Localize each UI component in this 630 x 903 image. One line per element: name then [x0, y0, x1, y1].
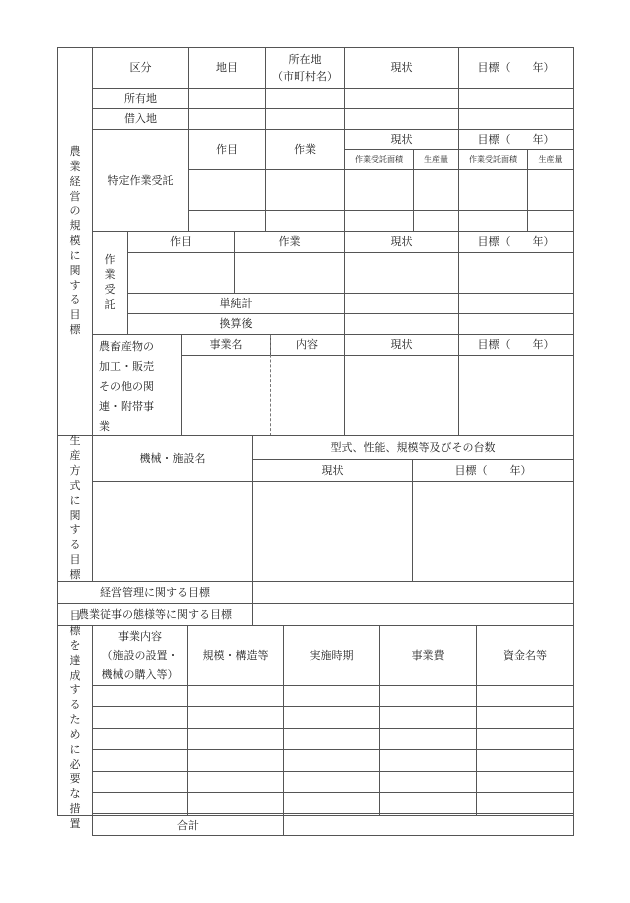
specific-work-cell[interactable] — [265, 169, 345, 211]
header-target-label: 目標（ 年） — [477, 61, 555, 75]
measures-cell[interactable] — [379, 771, 477, 793]
measures-content-header — [92, 625, 188, 686]
measures-cell[interactable] — [187, 728, 284, 750]
production-target-label: 目標（ 年） — [454, 463, 532, 477]
total-label: 合計 — [177, 818, 199, 832]
simple-total-current-cell[interactable] — [344, 293, 459, 314]
header-location — [265, 47, 345, 89]
specific-target-area-cell-2[interactable] — [458, 210, 528, 232]
management-label-cell — [57, 581, 253, 604]
vertical-char: の — [69, 204, 81, 218]
vertical-char: 受 — [104, 283, 116, 296]
vertical-char: な — [69, 787, 81, 801]
label-line: 連・附帯事 — [99, 400, 154, 413]
measures-timing-header — [283, 625, 380, 686]
measures-content-label — [102, 627, 179, 684]
measures-cell[interactable] — [283, 749, 380, 771]
machine-label: 機械・施設名 — [139, 451, 206, 465]
contract-current-cell[interactable] — [344, 252, 459, 294]
vertical-char: に — [69, 248, 81, 262]
contract-target-cell[interactable] — [458, 252, 574, 294]
total-label-cell — [92, 815, 284, 836]
converted-label-cell — [127, 313, 345, 335]
measures-cell[interactable] — [476, 685, 574, 707]
labor-label: 農業従事の態様等に関する目標 — [78, 607, 232, 621]
labor-cell[interactable] — [252, 603, 574, 626]
vertical-char: 経 — [69, 174, 81, 188]
vertical-char: 業 — [69, 159, 81, 173]
vertical-char: る — [69, 698, 81, 712]
vertical-char: 標 — [69, 624, 81, 638]
processing-current-header — [344, 334, 459, 356]
owned-label: 所有地 — [124, 91, 157, 105]
leased-target-cell[interactable] — [458, 108, 574, 130]
specific-target-output-cell-2[interactable] — [527, 210, 574, 232]
specific-current-output-cell[interactable] — [413, 169, 459, 211]
vertical-char: に — [69, 493, 81, 507]
production-target-header — [412, 459, 574, 482]
leased-current-cell[interactable] — [344, 108, 459, 130]
business-name-label: 事業名 — [209, 338, 243, 352]
header-kubun-label: 区分 — [129, 61, 152, 75]
vertical-text — [70, 609, 81, 832]
spec-label: 型式、性能、規模等及びその台数 — [330, 440, 496, 454]
vertical-char: 目 — [69, 553, 81, 567]
production-current-header — [252, 459, 413, 482]
specific-work-label-cell — [92, 129, 189, 232]
vertical-char: 産 — [69, 449, 81, 463]
vertical-char: 模 — [69, 234, 81, 248]
contract-work-header — [234, 231, 345, 253]
vertical-char: 関 — [69, 508, 81, 522]
production-current-cell[interactable] — [252, 481, 413, 582]
contract-current-header — [344, 231, 459, 253]
measures-cell[interactable] — [379, 706, 477, 728]
vertical-text — [70, 434, 81, 582]
total-cell[interactable] — [283, 815, 574, 836]
vertical-char: 目 — [69, 609, 81, 623]
specific-crop-header — [188, 129, 266, 170]
measures-scale-header — [187, 625, 284, 686]
header-chimoku — [188, 47, 266, 89]
measures-cell[interactable] — [187, 706, 284, 728]
vertical-char: を — [69, 638, 81, 652]
measures-cell[interactable] — [187, 685, 284, 707]
specific-work-cell-2[interactable] — [265, 210, 345, 232]
specific-current-output-header — [413, 149, 459, 170]
label-line: 農畜産物の — [99, 340, 154, 353]
measures-section-side-label — [57, 609, 93, 830]
measures-cell[interactable] — [92, 749, 188, 771]
measures-cell[interactable] — [379, 728, 477, 750]
processing-current-cell[interactable] — [344, 355, 459, 436]
vertical-char: 業 — [104, 268, 116, 282]
dashed-divider — [270, 335, 271, 436]
header-location-sublabel: （市町村名） — [272, 70, 338, 83]
measures-cell[interactable] — [476, 706, 574, 728]
vertical-char: 標 — [69, 567, 81, 581]
cost-label: 事業費 — [411, 648, 445, 662]
measures-cell[interactable] — [92, 685, 188, 707]
vertical-char: 方 — [69, 463, 81, 477]
spec-header — [252, 435, 574, 460]
converted-current-cell[interactable] — [344, 313, 459, 335]
measures-cell[interactable] — [283, 771, 380, 793]
specific-target-label: 目標（ 年） — [477, 132, 555, 146]
converted-label: 換算後 — [219, 317, 253, 331]
measures-cell[interactable] — [187, 771, 284, 793]
production-current-label: 現状 — [321, 463, 344, 477]
measures-cell[interactable] — [476, 792, 574, 814]
label-line: 事業内容 — [118, 630, 162, 643]
vertical-text — [70, 145, 81, 338]
vertical-char: 農 — [69, 145, 81, 159]
specific-crop-label: 作目 — [216, 142, 238, 156]
processing-target-header — [458, 334, 574, 356]
vertical-text — [105, 253, 116, 312]
scale-structure-label: 規模・構造等 — [202, 648, 269, 662]
owned-location-cell[interactable] — [265, 88, 345, 109]
vertical-char: 成 — [69, 668, 81, 682]
specific-target-header — [458, 129, 574, 150]
owned-current-cell[interactable] — [344, 88, 459, 109]
contract-crop-header — [127, 231, 235, 253]
processing-target-cell[interactable] — [458, 355, 574, 436]
measures-funding-header — [476, 625, 574, 686]
leased-location-cell[interactable] — [265, 108, 345, 130]
vertical-char: 要 — [69, 772, 81, 786]
label-line: 加工・販売 — [99, 360, 154, 373]
current-area-label: 作業受託面積 — [355, 155, 403, 164]
simple-total-label-cell — [127, 293, 345, 314]
specific-crop-cell-2[interactable] — [188, 210, 266, 232]
labor-label-cell — [57, 603, 253, 626]
specific-current-area-cell-2[interactable] — [344, 210, 414, 232]
vertical-char: す — [69, 278, 81, 292]
specific-target-area-cell[interactable] — [458, 169, 528, 211]
specific-current-label: 現状 — [390, 132, 413, 146]
row-leased-label — [92, 108, 189, 130]
specific-current-output-cell-2[interactable] — [413, 210, 459, 232]
vertical-char: 式 — [69, 478, 81, 492]
row-owned-label — [92, 88, 189, 109]
measures-cell[interactable] — [379, 792, 477, 814]
specific-work-label: 特定作業受託 — [107, 173, 174, 187]
measures-cell[interactable] — [283, 728, 380, 750]
specific-crop-cell[interactable] — [188, 169, 266, 211]
vertical-char: に — [69, 742, 81, 756]
processing-label-cell — [92, 334, 182, 436]
measures-cell[interactable] — [92, 728, 188, 750]
converted-target-cell[interactable] — [458, 313, 574, 335]
processing-target-label: 目標（ 年） — [477, 338, 555, 352]
header-current-label: 現状 — [390, 61, 413, 75]
simple-total-target-cell[interactable] — [458, 293, 574, 314]
management-cell[interactable] — [252, 581, 574, 604]
measures-cell[interactable] — [283, 706, 380, 728]
owned-chimoku-cell[interactable] — [188, 88, 266, 109]
simple-total-label: 単純計 — [219, 296, 253, 310]
vertical-char: 標 — [69, 323, 81, 337]
measures-cell[interactable] — [92, 706, 188, 728]
contract-crop-cell[interactable] — [127, 252, 235, 294]
timing-label: 実施時期 — [309, 648, 354, 662]
label-line: 業 — [99, 420, 110, 433]
vertical-char: 達 — [69, 653, 81, 667]
measures-cell[interactable] — [476, 728, 574, 750]
contract-crop-label: 作目 — [170, 235, 192, 249]
production-section-side-label — [57, 435, 93, 582]
machine-header — [92, 435, 253, 482]
specific-target-output-header — [527, 149, 574, 170]
vertical-char: 置 — [69, 816, 81, 830]
funding-label: 資金名等 — [503, 648, 547, 662]
contract-work-cell[interactable] — [234, 252, 345, 294]
specific-work-header — [265, 129, 345, 170]
scale-section-side-label — [57, 47, 93, 436]
production-target-cell[interactable] — [412, 481, 574, 582]
label-line: （施設の設置・ — [101, 649, 179, 662]
header-kubun — [92, 47, 189, 89]
machine-cell[interactable] — [92, 481, 253, 582]
vertical-char: る — [69, 293, 81, 307]
vertical-char: 関 — [69, 263, 81, 277]
measures-cell[interactable] — [476, 749, 574, 771]
vertical-char: た — [69, 713, 81, 727]
processing-label — [99, 337, 154, 437]
vertical-char: す — [69, 683, 81, 697]
vertical-char: 目 — [69, 308, 81, 322]
measures-cell[interactable] — [379, 749, 477, 771]
specific-target-output-cell[interactable] — [527, 169, 574, 211]
processing-content-header — [270, 334, 345, 356]
specific-work-header-label: 作業 — [294, 142, 316, 156]
measures-cell[interactable] — [187, 792, 284, 814]
current-output-label: 生産量 — [424, 155, 448, 164]
specific-current-area-cell[interactable] — [344, 169, 414, 211]
label-line: 機械の購入等） — [101, 668, 179, 681]
vertical-char: 必 — [69, 757, 81, 771]
vertical-char: め — [69, 727, 81, 741]
header-chimoku-label: 地目 — [216, 61, 238, 75]
measures-cell[interactable] — [283, 792, 380, 814]
header-location-label: 所在地 — [288, 52, 322, 66]
vertical-char: 措 — [69, 802, 81, 816]
vertical-char: 営 — [69, 189, 81, 203]
processing-current-label: 現状 — [390, 338, 413, 352]
vertical-char: 生 — [69, 434, 81, 448]
owned-target-cell[interactable] — [458, 88, 574, 109]
measures-cell[interactable] — [379, 685, 477, 707]
processing-name-content-cell[interactable] — [181, 355, 345, 436]
content-label: 内容 — [296, 338, 318, 352]
measures-cell[interactable] — [92, 771, 188, 793]
specific-current-area-header — [344, 149, 414, 170]
contract-current-label: 現状 — [390, 235, 413, 249]
vertical-char: る — [69, 538, 81, 552]
vertical-char: 規 — [69, 219, 81, 233]
label-line: その他の関 — [99, 380, 154, 393]
header-target — [458, 47, 574, 89]
management-label: 経営管理に関する目標 — [100, 585, 210, 599]
measures-cell[interactable] — [92, 792, 188, 814]
measures-cost-header — [379, 625, 477, 686]
measures-cell[interactable] — [187, 749, 284, 771]
vertical-char: す — [69, 523, 81, 537]
target-area-label: 作業受託面積 — [469, 155, 517, 164]
processing-name-header — [181, 334, 271, 356]
measures-cell[interactable] — [283, 685, 380, 707]
target-output-label: 生産量 — [538, 155, 563, 164]
work-contract-side-label — [92, 231, 128, 335]
leased-label: 借入地 — [124, 112, 157, 126]
vertical-char: 作 — [104, 253, 116, 267]
header-current — [344, 47, 459, 89]
contract-target-label: 目標（ 年） — [477, 235, 555, 249]
specific-current-header — [344, 129, 459, 150]
leased-chimoku-cell[interactable] — [188, 108, 266, 130]
specific-target-area-header — [458, 149, 528, 170]
contract-work-label: 作業 — [278, 235, 301, 249]
measures-cell[interactable] — [476, 771, 574, 793]
vertical-char: 託 — [104, 297, 116, 311]
contract-target-header — [458, 231, 574, 253]
